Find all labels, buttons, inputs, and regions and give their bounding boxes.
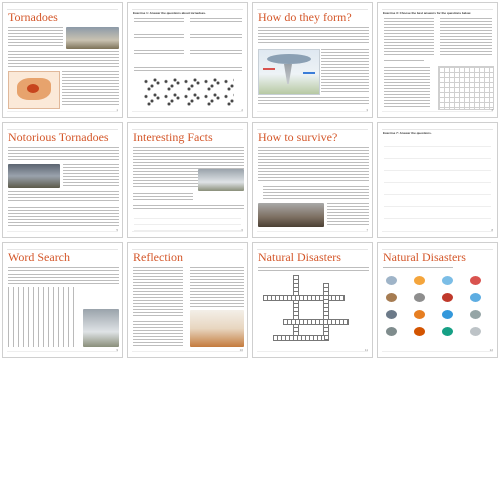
question-column [133,267,183,317]
page-exercise-answers[interactable] [377,122,498,238]
question-text [190,50,242,55]
crossword-puzzle [263,275,363,347]
storm-photo [8,164,60,188]
page-title: Interesting Facts [133,130,213,144]
page-notorious-tornadoes[interactable] [2,122,123,238]
answer-line [384,213,491,219]
page-reflection[interactable] [127,242,248,358]
page-tornadoes[interactable] [2,2,123,118]
body-text [321,49,369,93]
body-text [327,203,369,227]
answer-line [384,177,491,183]
page-exercise-questions[interactable] [127,2,248,118]
kid-doing-homework-photo [190,310,244,347]
sun-icon [414,276,425,285]
page-header [382,126,493,130]
page-footer [382,351,493,354]
body-text [258,27,369,45]
exercise-4-heading [384,60,424,63]
letter-grid [8,287,78,347]
word-list [8,274,119,284]
question-text [134,18,184,23]
page-title: Natural Disasters [383,250,466,264]
page-number: 6 [241,228,243,232]
warning-list [263,186,369,200]
page-title: Reflection [133,250,183,264]
page-number: 3 [366,108,368,112]
page-footer [132,231,243,234]
fire-icon [470,276,481,285]
exercise-2-text [134,67,242,72]
page-footer [132,111,243,114]
question-text [190,34,242,39]
drought-icon [414,310,425,319]
page-number: 9 [116,348,118,352]
answer-line [384,165,491,171]
answer-line [384,153,491,159]
us-tornado-map [8,71,60,109]
tornado-damage-photo [258,203,324,227]
hurricane-icon [442,327,453,336]
page-title: How do they form? [258,10,352,24]
body-text [63,164,119,188]
page-footer [7,351,118,354]
heatwave-icon [414,327,425,336]
multiple-choice-column [440,18,492,56]
body-text [8,191,119,203]
lightning-icon [386,310,397,319]
tsunami-icon [442,310,453,319]
tornado-photo [83,309,119,347]
instructions [258,267,369,271]
page-footer [257,231,368,234]
tornado-formation-diagram [258,49,320,95]
question-text [134,34,184,39]
question-column [133,321,183,347]
page-footer [7,111,118,114]
hail-icon [386,327,397,336]
page-title: Notorious Tornadoes [8,130,109,144]
page-title: Natural Disasters [258,250,341,264]
page-number: 4 [491,108,493,112]
page-how-to-survive[interactable] [252,122,373,238]
tornado-photo [198,169,244,191]
exercise-heading: Exercise 3: Choose the best answers for the questions below. [383,11,472,15]
instructions [383,267,453,270]
page-footer [257,111,368,114]
page-number: 12 [489,348,493,352]
question-text [190,18,242,23]
page-footer [382,231,493,234]
page-natural-disasters-icons[interactable] [377,242,498,358]
page-number: 5 [116,228,118,232]
page-title: How to survive? [258,130,338,144]
blizzard-icon [470,327,481,336]
body-text [8,51,119,67]
earthquake-icon [470,310,481,319]
question-column [190,267,244,307]
answer-line [384,141,491,147]
storm-icon [386,276,397,285]
answer-line [384,201,491,207]
exercise-6-heading [133,205,244,209]
body-text [133,193,193,201]
page-exercise-choose[interactable] [377,2,498,118]
page-title: Word Search [8,250,71,264]
tornado-photo [66,27,119,49]
page-number: 2 [241,108,243,112]
page-number: 10 [239,348,243,352]
body-text [258,97,369,106]
page-number: 7 [366,228,368,232]
page-footer [382,111,493,114]
volcano-icon [442,293,453,302]
answer-line [384,189,491,195]
instructions [8,267,119,271]
body-text [8,147,119,161]
exercise-5-questions [8,207,119,227]
page-footer [132,351,243,354]
crossword-grid [438,66,494,110]
body-text [258,147,369,183]
letter-scatter-puzzle [142,77,234,107]
page-footer [7,231,118,234]
landslide-icon [386,293,397,302]
multiple-choice-column [384,18,434,56]
page-how-do-they-form[interactable] [252,2,373,118]
crossword-clues [384,67,430,107]
body-text [62,71,119,107]
page-number: 8 [491,228,493,232]
tornado-icon [414,293,425,302]
page-number: 1 [116,108,118,112]
page-number: 11 [364,348,368,352]
page-footer [257,351,368,354]
question-text [134,50,184,55]
body-text [8,27,63,47]
page-title: Tornadoes [8,10,58,24]
page-header [382,6,493,10]
page-natural-disasters-crossword[interactable] [252,242,373,358]
exercise-heading: Exercise 1: Answer the questions about tornadoes. [133,11,206,15]
page-word-search[interactable] [2,242,123,358]
flood-icon [442,276,453,285]
page-interesting-facts[interactable] [127,122,248,238]
exercise-heading: Exercise 7: Answer the questions. [383,131,432,135]
page-header [132,6,243,10]
snow-icon [470,293,481,302]
